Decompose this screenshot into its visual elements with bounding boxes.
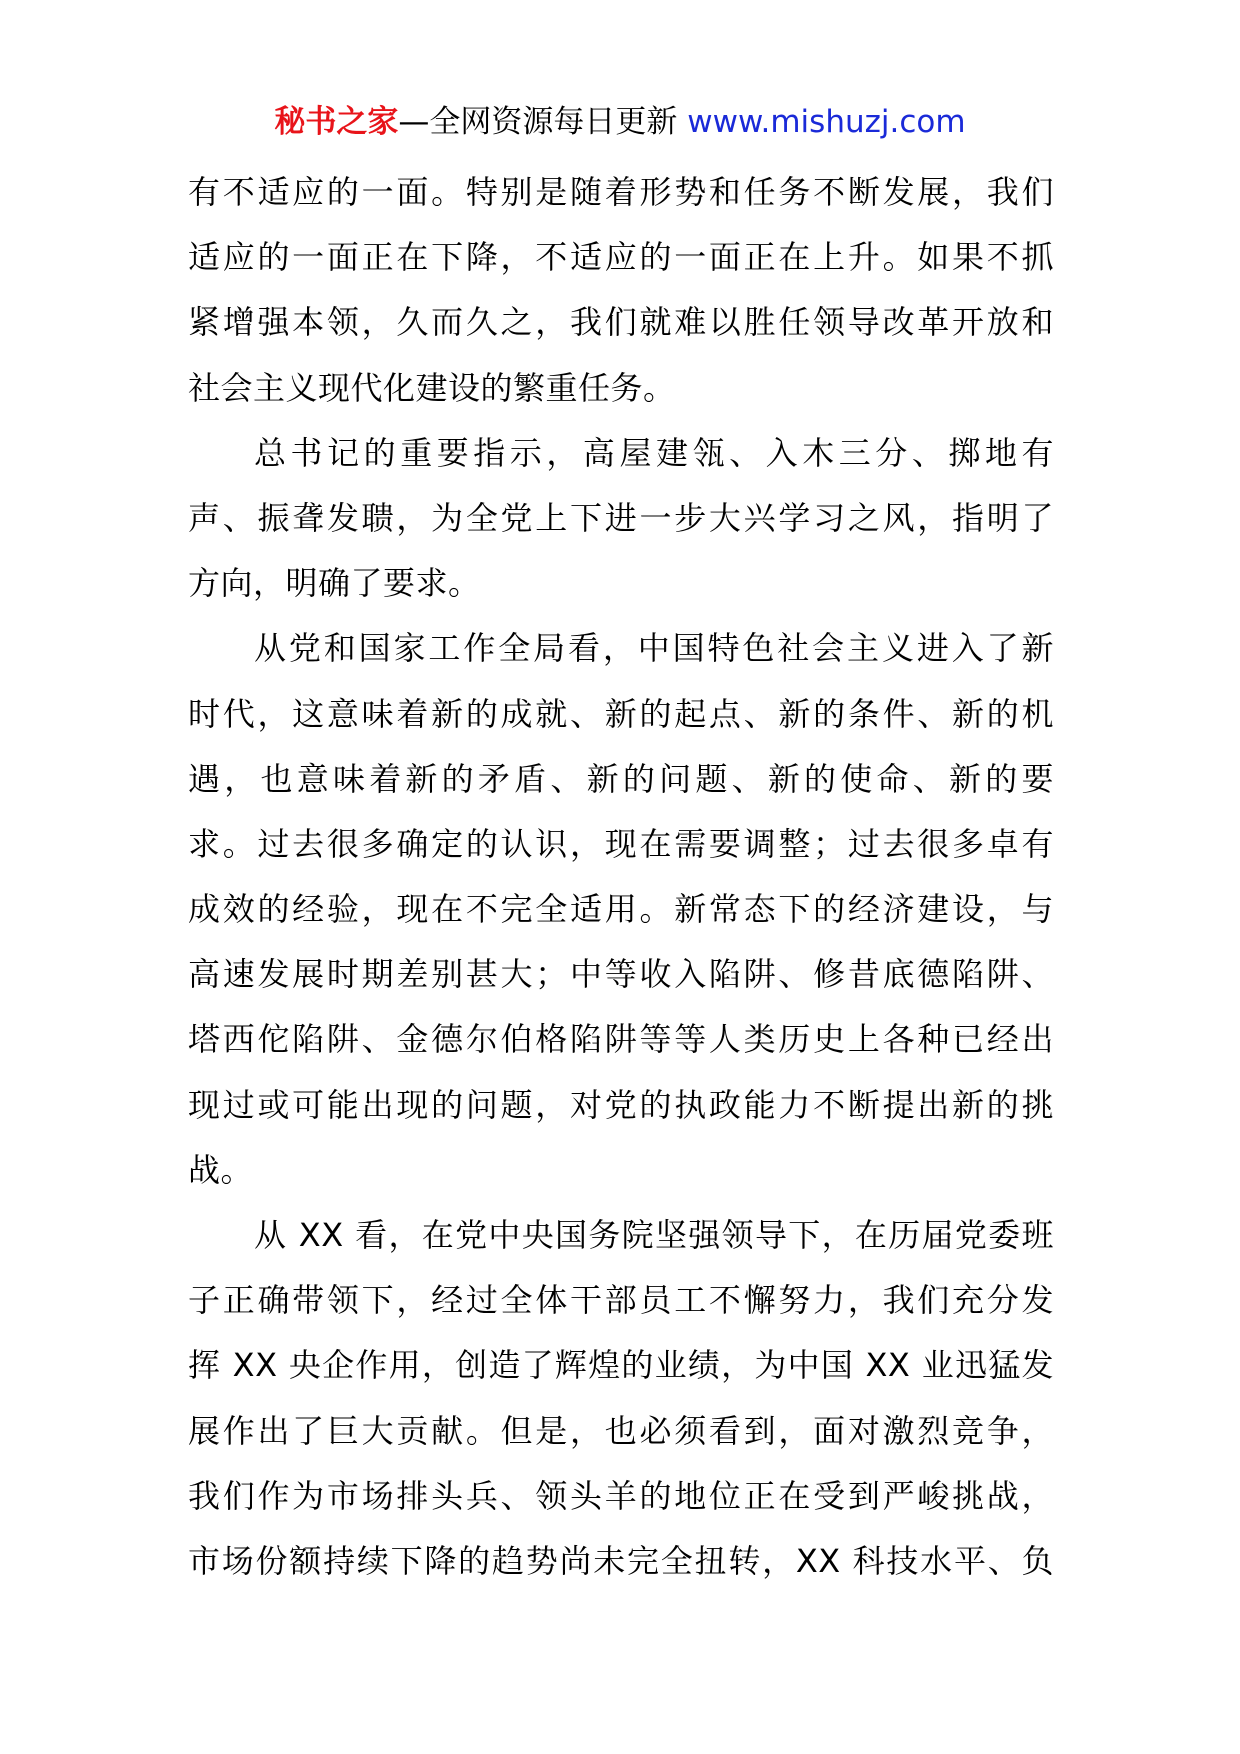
- text-line: 求。过去很多确定的认识，现在需要调整；过去很多卓有: [188, 824, 1054, 863]
- text-line: 紧增强本领，久而久之，我们就难以胜任领导改革开放和: [188, 303, 1054, 342]
- text-line: 高速发展时期差别甚大；中等收入陷阱、修昔底德陷阱、: [188, 955, 1054, 994]
- text-line: 时代，这意味着新的成就、新的起点、新的条件、新的机: [188, 694, 1054, 733]
- text-line: 子正确带领下，经过全体干部员工不懈努力，我们充分发: [188, 1281, 1054, 1320]
- paragraph-first-line: 从 XX 看，在党中央国务院坚强领导下，在历届党委班: [254, 1216, 1054, 1254]
- body-text: [188, 160, 1054, 1594]
- text-line: 现过或可能出现的问题，对党的执政能力不断提出新的挑: [188, 1085, 1054, 1124]
- text-line: 声、振聋发聩，为全党上下进一步大兴学习之风，指明了: [188, 498, 1054, 537]
- header-tagline: —全网资源每日更新: [398, 104, 688, 140]
- text-line: 展作出了巨大贡献。但是，也必须看到，面对激烈竞争，: [188, 1411, 1054, 1450]
- text-line: 塔西佗陷阱、金德尔伯格陷阱等等人类历史上各种已经出: [188, 1020, 1054, 1059]
- text-line: 方向，明确了要求。: [188, 564, 481, 603]
- text-line: 战。: [188, 1150, 254, 1189]
- text-line: 有不适应的一面。特别是随着形势和任务不断发展，我们: [188, 173, 1054, 211]
- text-line: 社会主义现代化建设的繁重任务。: [188, 368, 676, 407]
- brand-name: 秘书之家: [274, 104, 399, 140]
- text-line: 市场份额持续下降的趋势尚未完全扭转，XX 科技水平、负: [188, 1541, 1054, 1580]
- paragraph-first-line: 从党和国家工作全局看，中国特色社会主义进入了新: [254, 629, 1054, 668]
- site-url-link[interactable]: www.mishuzj.com: [687, 104, 966, 140]
- page-header: [0, 100, 1240, 144]
- text-line: 适应的一面正在下降，不适应的一面正在上升。如果不抓: [188, 238, 1054, 277]
- paragraph-first-line: 总书记的重要指示，高屋建瓴、入木三分、掷地有: [254, 433, 1054, 472]
- text-line: 挥 XX 央企作用，创造了辉煌的业绩，为中国 XX 业迅猛发: [188, 1346, 1054, 1385]
- text-line: 我们作为市场排头兵、领头羊的地位正在受到严峻挑战，: [188, 1476, 1054, 1515]
- text-line: 遇，也意味着新的矛盾、新的问题、新的使命、新的要: [188, 759, 1054, 798]
- text-line: 成效的经验，现在不完全适用。新常态下的经济建设，与: [188, 890, 1054, 929]
